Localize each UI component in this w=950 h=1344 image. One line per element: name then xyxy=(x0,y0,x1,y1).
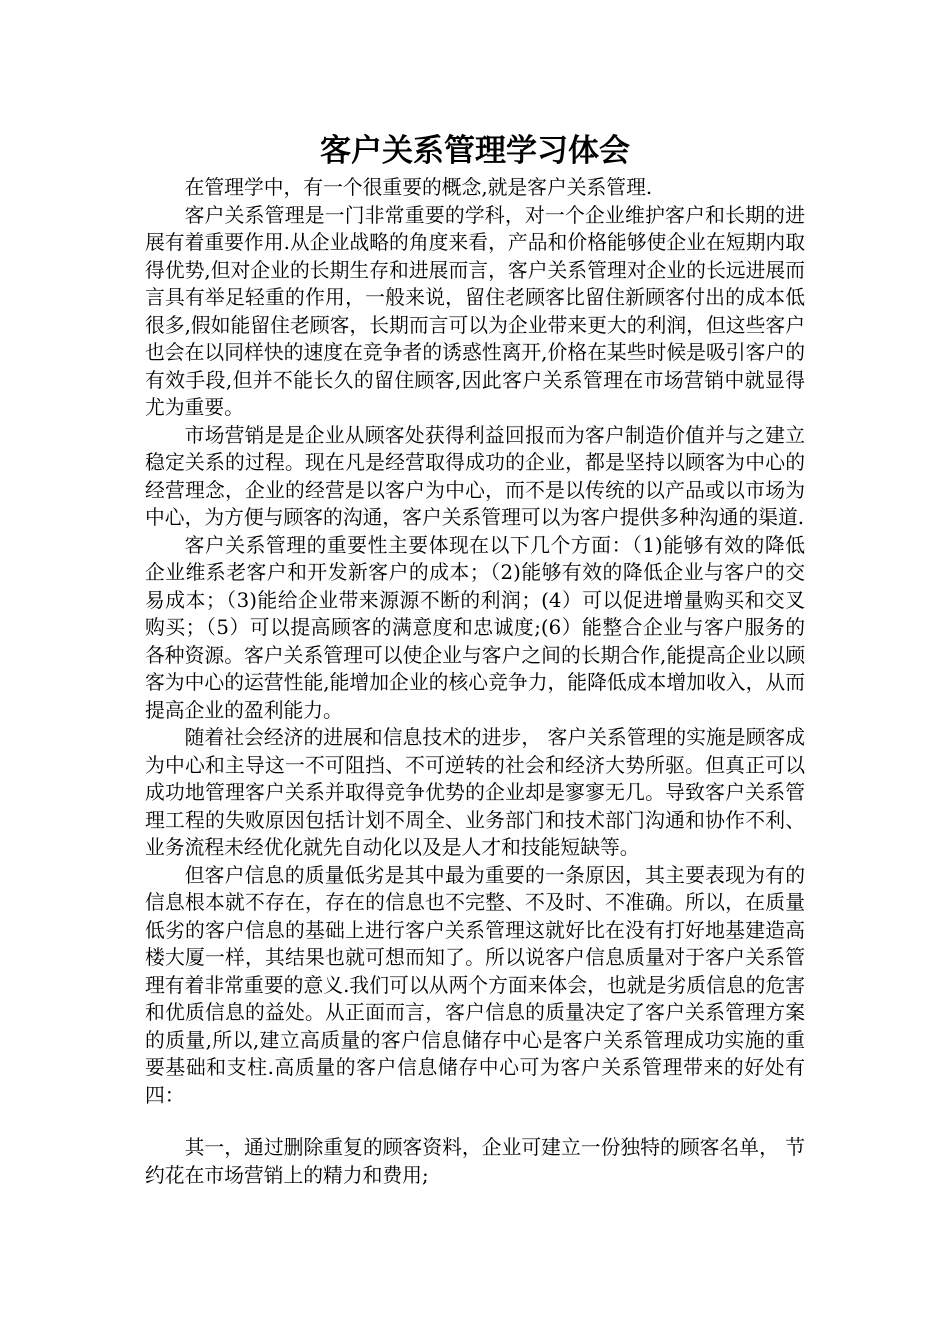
paragraph-first-benefit: 其一，通过删除重复的顾客资料，企业可建立一份独特的顾客名单， 节约花在市场营销上的精力和费用; xyxy=(145,1136,805,1187)
paragraph-intro: 在管理学中，有一个很重要的概念,就是客户关系管理. xyxy=(184,176,653,199)
paragraph-information-quality: 但客户信息的质量低劣是其中最为重要的一条原因，其主要表现为有的信息根本就不存在，存在的信息也不完整、不及时、不准确。所以，在质量低劣的客户信息的基础上进行客户关系管理这就好比在没有打好地基建造高楼大厦一样，其结果也就可想而知了。所以说客户信息质量对于客户关系管理有着非常重要的意义.我们可以从两个方面来体会，也就是劣质信息的危害和优质信息的益处。从正面而言，客户信息的质量决定了客户关系管理方案的质量,所以,建立高质量的客户信息储存中心是客户关系管理成功实施的重要基础和支柱.高质量的客户信息储存中心可为客户关系管理带来的好处有四： xyxy=(145,863,805,1107)
paragraph-gap xyxy=(145,1109,805,1134)
paragraph-importance: 客户关系管理是一门非常重要的学科，对一个企业维护客户和长期的进展有着重要作用.从企业战略的角度来看，产品和价格能够使企业在短期内取得优势,但对企业的长期生存和进展而言，客户关系管理对企业的长远进展而言具有举足轻重的作用，一般来说，留住老顾客比留住新顾客付出的成本低很多,假如能留住老顾客，长期而言可以为企业带来更大的利润，但这些客户也会在以同样快的速度在竞争者的诱惑性离开,价格在某些时候是吸引客户的有效手段,但并不能长久的留住顾客,因此客户关系管理在市场营销中就显得尤为重要。 xyxy=(145,203,805,419)
paragraph-benefits: 客户关系管理的重要性主要体现在以下几个方面：（1)能够有效的降低企业维系老客户和开发新客户的成本；（2)能够有效的降低企业与客户的交易成本；（3)能给企业带来源源不断的利润；(4）可以促进增量购买和交叉购买；（5）可以提高顾客的满意度和忠诚度;(6）能整合企业与客户服务的各种资源。客户关系管理可以使企业与客户之间的长期合作,能提高企业以顾客为中心的运营性能,能增加企业的核心竞争力，能降低成本增加收入，从而提高企业的盈利能力。 xyxy=(145,533,805,722)
paragraph-marketing: 市场营销是是企业从顾客处获得利益回报而为客户制造价值并与之建立稳定关系的过程。现在凡是经营取得成功的企业，都是坚持以顾客为中心的经营理念，企业的经营是以客户为中心，而不是以传统的以产品或以市场为中心，为方便与顾客的沟通，客户关系管理可以为客户提供多种沟通的渠道. xyxy=(145,423,805,529)
document-title: 客户关系管理学习体会 xyxy=(320,133,630,169)
paragraph-implementation: 随着社会经济的进展和信息技术的进步， 客户关系管理的实施是顾客成为中心和主导这一不可阻挡、不可逆转的社会和经济大势所驱。但真正可以成功地管理客户关系并取得竞争优势的企业却是寥寥无几。导致客户关系管理工程的失败原因包括计划不周全、业务部门和技术部门沟通和协作不利、业务流程未经优化就先自动化以及是人才和技能短缺等。 xyxy=(145,726,805,859)
document-page xyxy=(145,128,805,1189)
